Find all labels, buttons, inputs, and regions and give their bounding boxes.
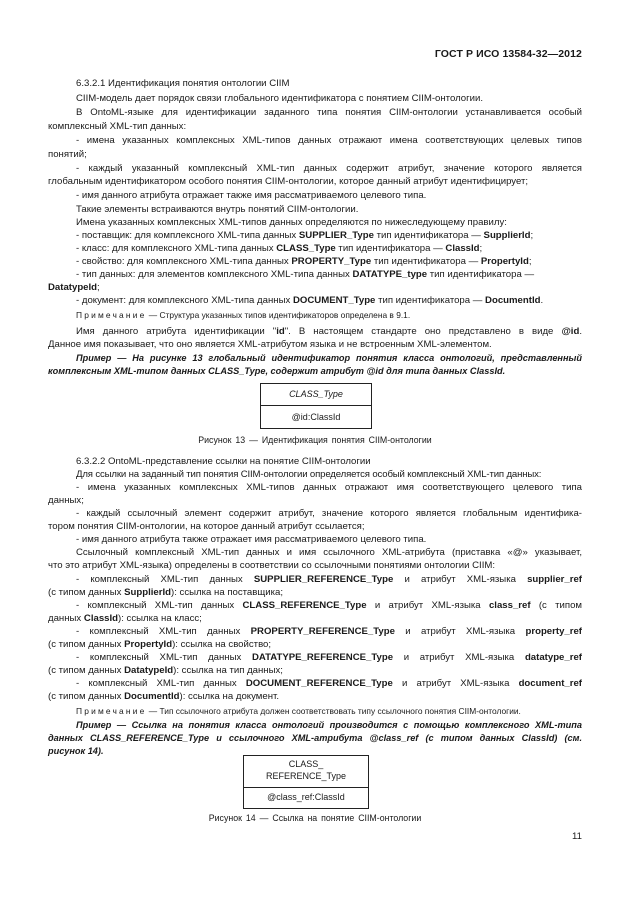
ref-class-cont: данных ClassId): ссылка на класс; bbox=[48, 613, 202, 624]
paragraph: комплексный XML-тип данных: bbox=[48, 121, 187, 132]
ref-supplier: - комплексный XML-тип данных SUPPLIER_REFERENCE_Type и атрибут XML-языка supplier_ref bbox=[76, 574, 582, 585]
ref-property-cont: (с типом данных PropertyId): ссылка на свойство; bbox=[48, 639, 272, 650]
figure-13-attribute-cell: @id:ClassId bbox=[291, 412, 341, 422]
example: рисунок 14). bbox=[48, 746, 104, 756]
ref-datatype-cont: (с типом данных DatatypeId): ссылка на тип данных; bbox=[48, 665, 283, 676]
paragraph: что это атрибут XML-языка) определены в соответствии со ссылочными понятиями онтологии CIIM: bbox=[48, 560, 496, 571]
rule-datatype: - тип данных: для элементов комплексного XML-типа данных DATATYPE_type тип идентификатора — bbox=[76, 269, 535, 280]
section-heading-6-3-2-1: 6.3.2.1 Идентификация понятия онтологии CIIM bbox=[76, 78, 290, 89]
list-item: тором понятия CIIM-онтологии, на которое данный атрибут ссылается; bbox=[48, 521, 365, 532]
paragraph: CIIM-модель дает порядок связи глобального идентификатора с понятием CIIM-онтологии. bbox=[76, 93, 484, 104]
list-item: - каждый указанный комплексный XML-тип данных содержит атрибут, значение которого является bbox=[76, 163, 582, 174]
list-item: - имена указанных комплексных XML-типов данных отражают имена соответствующих целевых типов bbox=[76, 135, 582, 146]
ref-property: - комплексный XML-тип данных PROPERTY_REFERENCE_Type и атрибут XML-языка property_ref bbox=[76, 626, 582, 637]
rule-document: - документ: для комплексного XML-типа данных DOCUMENT_Type тип идентификатора — DocumentId. bbox=[76, 295, 544, 306]
rule-supplier: - поставщик: для комплексного XML-типа данных SUPPLIER_Type тип идентификатора — SupplierId; bbox=[76, 230, 534, 241]
figure-14-diagram bbox=[243, 755, 369, 809]
paragraph: Такие элементы встраиваются внутрь понятий CIIM-онтологии. bbox=[76, 204, 359, 215]
example: комплексным XML-типом данных CLASS_Type, содержит атрибут @id для типа данных ClassId. bbox=[48, 366, 506, 376]
rule-class: - класс: для комплексного XML-типа данных CLASS_Type тип идентификатора — ClassId; bbox=[76, 243, 483, 254]
paragraph: Имя данного атрибута идентификации "id". В настоящем стандарте оно представлено в виде @id. bbox=[76, 326, 582, 337]
example: Пример — Ссылка на понятия класса онтологий производится с помощью комплексного XML-типа bbox=[76, 720, 582, 730]
list-item: - имя данного атрибута также отражает имя рассматриваемого целевого типа. bbox=[76, 534, 427, 545]
figure-14-type-line-1: CLASS_ bbox=[288, 759, 324, 769]
list-item: данных; bbox=[48, 495, 84, 506]
page-number: 11 bbox=[572, 831, 582, 842]
rule-property: - свойство: для комплексного XML-типа данных PROPERTY_Type тип идентификатора — PropertyId; bbox=[76, 256, 532, 267]
list-item: - имя данного атрибута отражает также имя рассматриваемого целевого типа. bbox=[76, 190, 427, 201]
section-heading-6-3-2-2: 6.3.2.2 OntoML-представление ссылки на понятие CIIM-онтологии bbox=[76, 456, 371, 467]
ref-class: - комплексный XML-тип данных CLASS_REFERENCE_Type и атрибут XML-языка class_ref (с типом bbox=[76, 600, 583, 611]
standard-header: ГОСТ Р ИСО 13584-32—2012 bbox=[434, 48, 582, 60]
ref-supplier-cont: (с типом данных SupplierId): ссылка на поставщика; bbox=[48, 587, 284, 598]
paragraph: Имена указанных комплексных XML-типов данных определяются по нижеследующему правилу: bbox=[76, 217, 507, 228]
rule-datatype-cont: DatatypeId; bbox=[48, 282, 100, 293]
figure-13-diagram bbox=[260, 383, 372, 429]
note: Примечание — Тип ссылочного атрибута должен соответствовать типу ссылочного понятия CIIM-онтологии. bbox=[76, 706, 521, 716]
paragraph: Ссылочный комплексный XML-тип данных и имя ссылочного XML-атрибута (приставка «@» указывает, bbox=[76, 547, 582, 558]
figure-14-caption: Рисунок 14 — Ссылка на понятие CIIM-онтологии bbox=[208, 813, 422, 823]
figure-14-type-cell bbox=[244, 756, 368, 788]
list-item: - имена указанных комплексных XML-типов данных отражают имя соответствующего целевого типа bbox=[76, 482, 582, 493]
figure-13-caption: Рисунок 13 — Идентификация понятия CIIM-онтологии bbox=[198, 435, 432, 445]
ref-datatype: - комплексный XML-тип данных DATATYPE_REFERENCE_Type и атрибут XML-языка datatype_ref bbox=[76, 652, 582, 663]
paragraph: В OntoML-языке для идентификации заданного типа понятия CIIM-онтологии устанавливается особый bbox=[76, 107, 582, 118]
figure-14-attribute-cell: @class_ref:ClassId bbox=[267, 792, 345, 802]
example: Пример — На рисунке 13 глобальный идентификатор понятия класса онтологий, представленный bbox=[76, 353, 582, 363]
figure-14-type-line-2: REFERENCE_Type bbox=[265, 771, 347, 781]
figure-13-type-cell: CLASS_Type bbox=[261, 384, 371, 406]
paragraph: Для ссылки на заданный тип понятия CIIM-онтологии определяется особый комплексный XML-тип данных: bbox=[76, 469, 542, 480]
example: данных CLASS_REFERENCE_Type и ссылочного XML-атрибута @class_ref (с типом данных ClassId) (см. bbox=[48, 733, 582, 743]
list-item: - каждый ссылочный элемент содержит атрибут, значение которого является глобальным идентифика- bbox=[76, 508, 582, 519]
list-item: понятий; bbox=[48, 149, 87, 160]
ref-document: - комплексный XML-тип данных DOCUMENT_REFERENCE_Type и атрибут XML-языка document_ref bbox=[76, 678, 582, 689]
note: Примечание — Структура указанных типов идентификаторов определена в 9.1. bbox=[76, 310, 411, 320]
ref-document-cont: (с типом данных DocumentId): ссылка на документ. bbox=[48, 691, 280, 702]
list-item: глобальным идентификатором особого понятия CIIM-онтологии, которое данный атрибут идентифицирует; bbox=[48, 176, 529, 187]
paragraph: Данное имя показывает, что оно является XML-атрибутом языка и не встроенным XML-элементом. bbox=[48, 339, 492, 350]
